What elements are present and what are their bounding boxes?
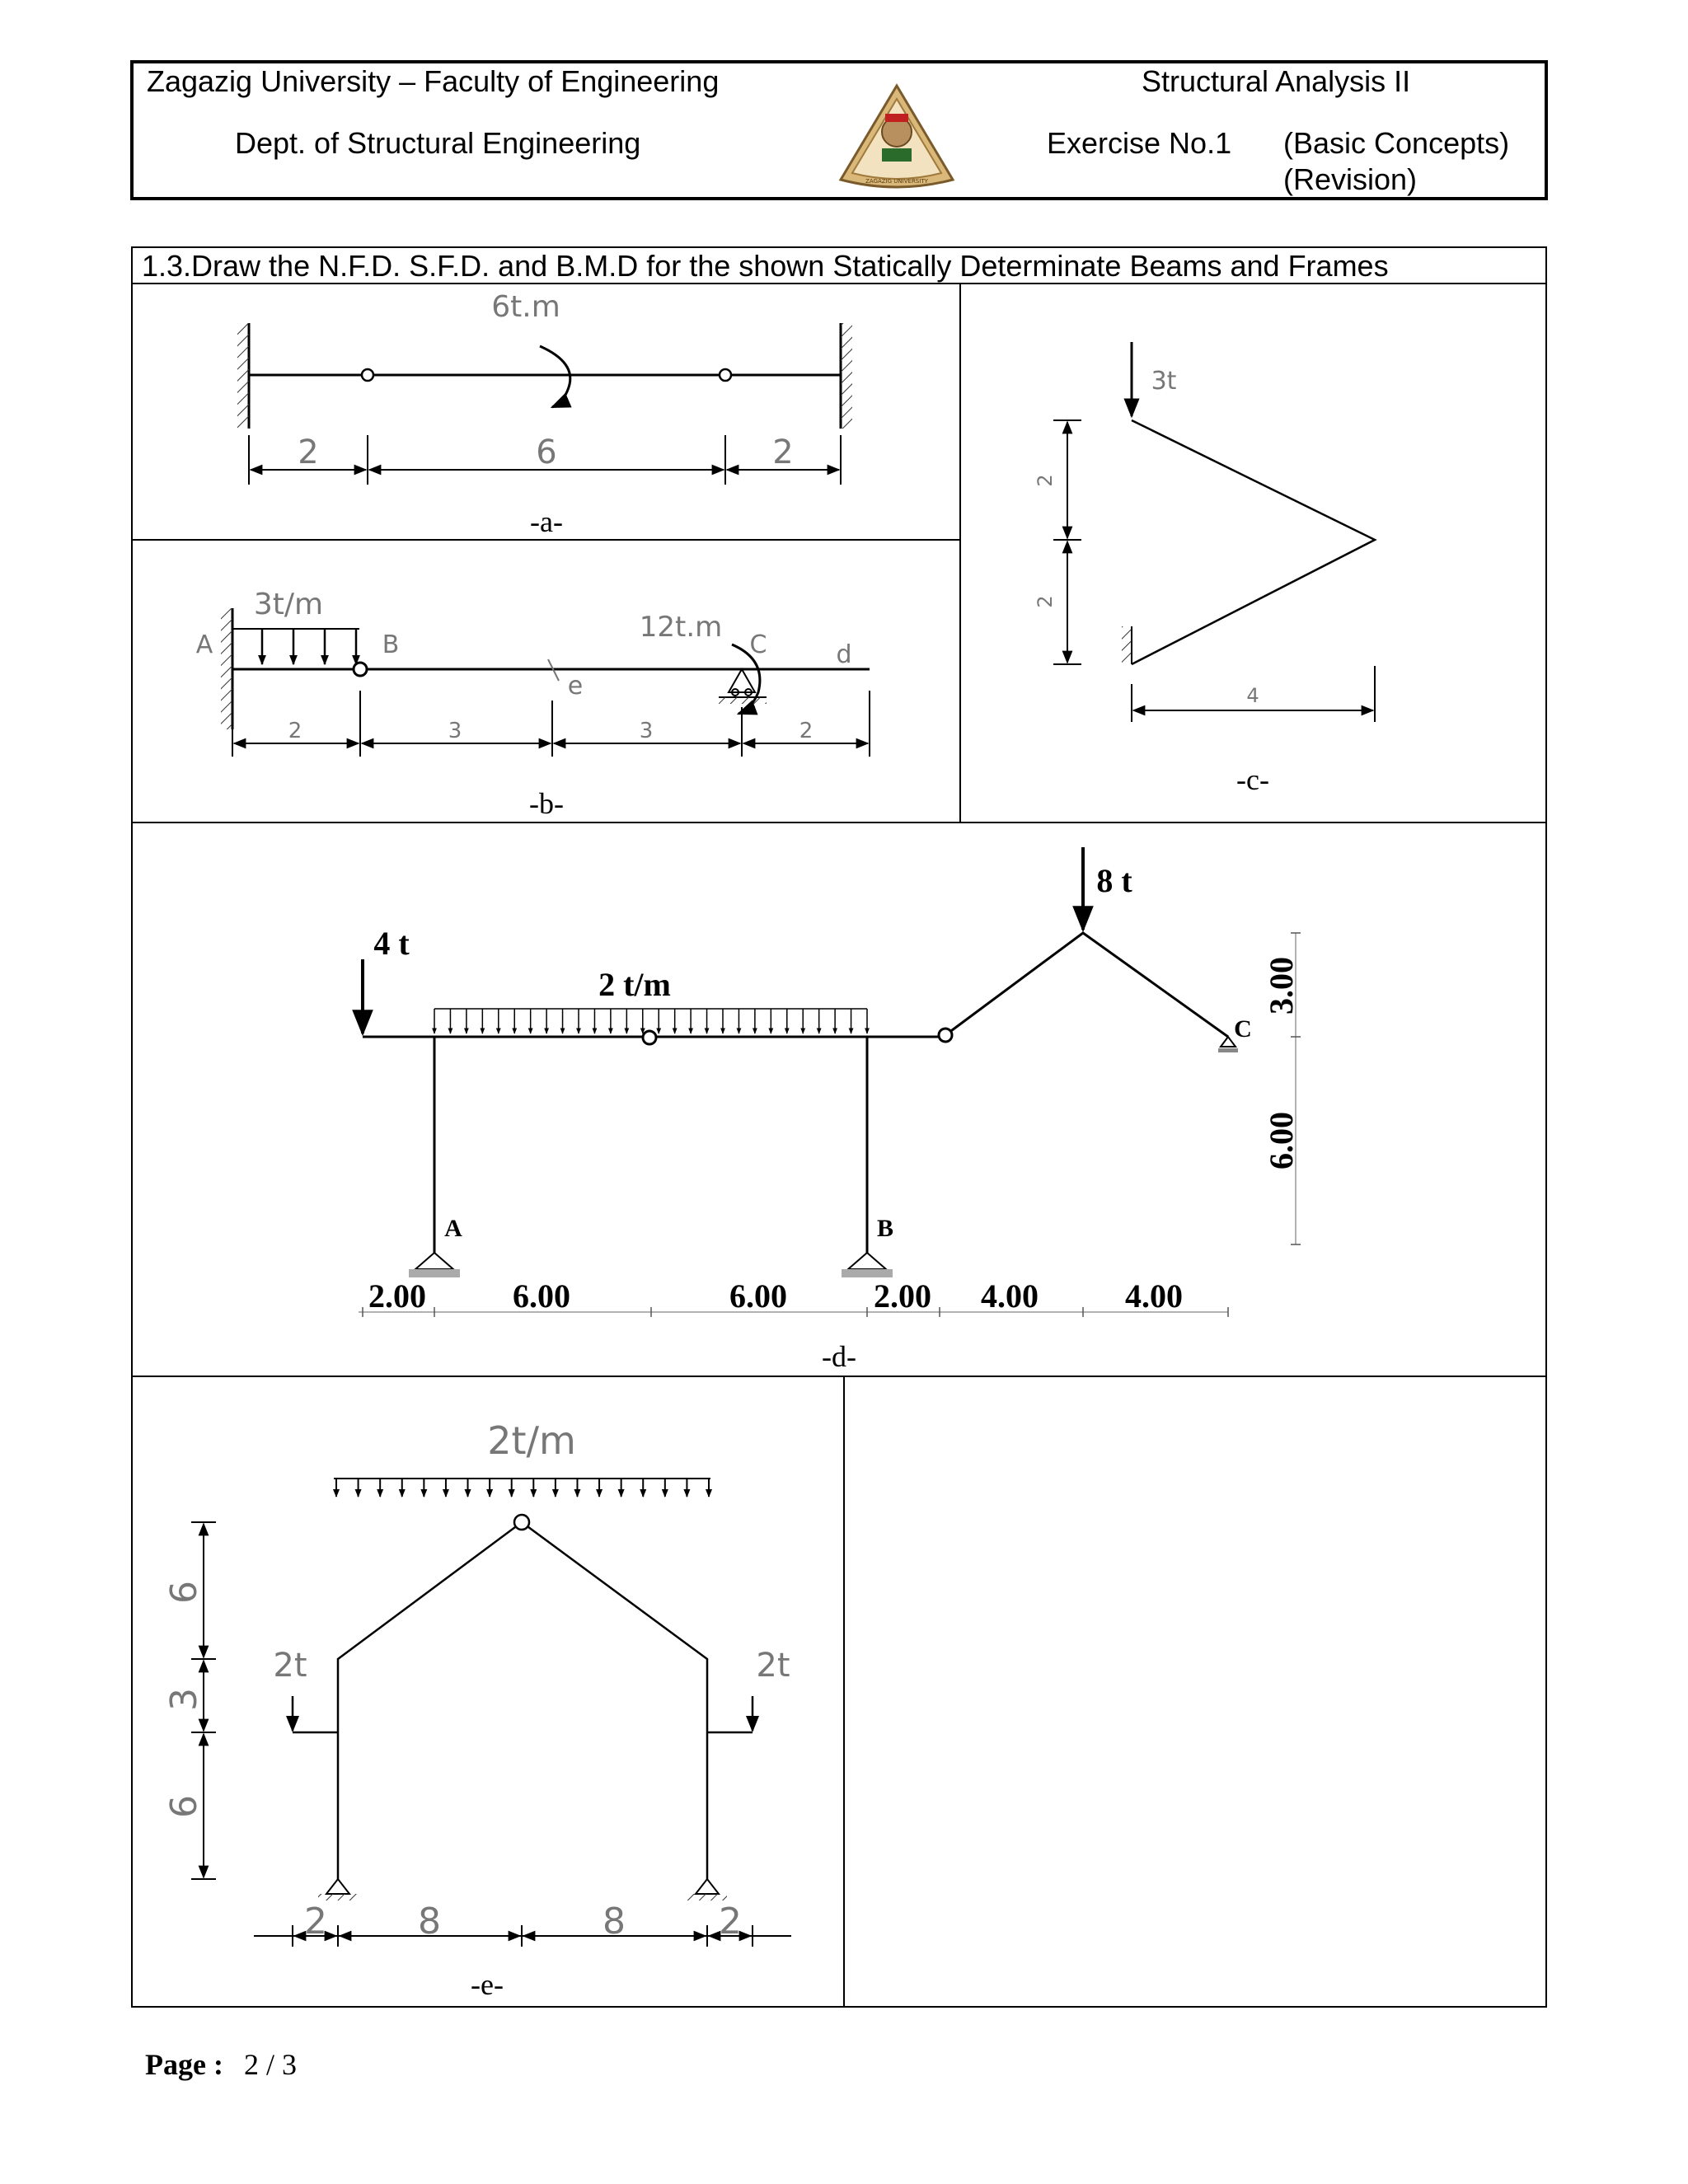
caption-b: -b- xyxy=(529,787,564,820)
dim-c-v2: 2 xyxy=(1034,595,1057,608)
fixed-support-c xyxy=(1122,626,1132,664)
point-a-label-d: A xyxy=(444,1215,462,1242)
dim-c-h: 4 xyxy=(1246,684,1259,707)
roller-support-c xyxy=(729,669,755,692)
university-name: Zagazig University – Faculty of Engineering xyxy=(147,64,720,98)
figure-c xyxy=(1034,342,1375,796)
exercise-number: Exercise No.1 xyxy=(1047,126,1232,160)
dim-a-1: 2 xyxy=(298,434,319,471)
pin-support-a xyxy=(415,1253,453,1269)
dim-b-2: 3 xyxy=(448,719,462,743)
load-label-e-left: 2t xyxy=(273,1647,307,1685)
point-b-label-d: B xyxy=(876,1215,894,1242)
point-d-label: d xyxy=(836,640,852,669)
load-label-c: 3t xyxy=(1151,367,1177,396)
figure-b xyxy=(196,588,870,820)
hinge-1 xyxy=(362,369,373,381)
point-a-label: A xyxy=(195,630,213,659)
caption-d: -d- xyxy=(822,1340,856,1373)
hinge-2 xyxy=(720,369,731,381)
pin-support-e-right xyxy=(696,1879,719,1894)
exercise-topic: (Basic Concepts) xyxy=(1283,126,1510,160)
dim-e-h3: 8 xyxy=(603,1900,626,1943)
page-label: Page : xyxy=(145,2048,223,2081)
point-c-label: C xyxy=(749,630,767,659)
dim-e-h1: 2 xyxy=(304,1900,327,1943)
udl-arrows-d xyxy=(434,1009,867,1033)
dim-a-3: 2 xyxy=(772,434,794,471)
fixed-support-left xyxy=(237,323,249,429)
dim-d-4: 2.00 xyxy=(874,1277,931,1315)
question-title: 1.3.Draw the N.F.D. S.F.D. and B.M.D for the shown Statically Determinate Beams and Frames xyxy=(142,249,1389,283)
dim-d-v1: 3.00 xyxy=(1263,957,1300,1015)
udl-label-e: 2t/m xyxy=(487,1418,576,1463)
dim-d-5: 4.00 xyxy=(981,1277,1039,1315)
figure-d xyxy=(359,847,1301,1373)
dim-e-v1: 6 xyxy=(163,1581,205,1604)
figure-e xyxy=(163,1418,791,2001)
dim-e-h2: 8 xyxy=(418,1900,441,1943)
dim-b-3: 3 xyxy=(639,719,654,743)
question-grid xyxy=(132,247,1546,2007)
dim-e-h4: 2 xyxy=(719,1900,742,1943)
dim-b-1: 2 xyxy=(288,719,302,743)
moment-label-a: 6t.m xyxy=(491,290,560,324)
hinge-b xyxy=(354,663,367,676)
revision-label: (Revision) xyxy=(1283,162,1418,196)
university-logo xyxy=(841,86,953,187)
dim-d-1: 2.00 xyxy=(368,1277,426,1315)
hinge-d-2 xyxy=(939,1029,952,1042)
point-b-label: B xyxy=(382,630,400,659)
dim-d-3: 6.00 xyxy=(729,1277,787,1315)
udl-arrows-e xyxy=(336,1479,709,1497)
udl-label-d: 2 t/m xyxy=(598,966,671,1003)
fixed-support-a xyxy=(221,608,232,729)
caption-a: -a- xyxy=(530,505,563,538)
fixed-support-right xyxy=(841,323,852,429)
caption-c: -c- xyxy=(1236,763,1269,796)
moment-arrow-a xyxy=(540,346,570,407)
hinge-d-1 xyxy=(643,1031,656,1044)
dim-d-6: 4.00 xyxy=(1125,1277,1183,1315)
dim-b-4: 2 xyxy=(799,719,814,743)
frame-c xyxy=(1132,420,1375,664)
load-label-4t: 4 t xyxy=(373,925,410,962)
inclined-members-d xyxy=(945,933,1228,1037)
header-box xyxy=(132,62,1546,199)
udl-label-b: 3t/m xyxy=(253,588,324,621)
load-label-8t: 8 t xyxy=(1096,862,1132,899)
dim-a-2: 6 xyxy=(536,434,557,471)
moment-label-b: 12t.m xyxy=(639,611,723,644)
figure-a xyxy=(237,290,852,538)
dim-c-v1: 2 xyxy=(1034,474,1057,487)
dim-d-v2: 6.00 xyxy=(1263,1112,1300,1169)
dim-e-v2: 3 xyxy=(163,1688,205,1711)
page-number: 2 / 3 xyxy=(244,2048,298,2081)
course-name: Structural Analysis II xyxy=(1142,64,1411,98)
crown-hinge-e xyxy=(514,1515,529,1530)
pin-support-b xyxy=(848,1253,886,1269)
point-e-label: e xyxy=(567,672,584,701)
load-label-e-right: 2t xyxy=(756,1647,790,1685)
pin-support-e-left xyxy=(326,1879,349,1894)
dim-e-v3: 6 xyxy=(163,1795,205,1818)
gable-frame-e xyxy=(338,1522,707,1879)
dim-d-2: 6.00 xyxy=(513,1277,570,1315)
svg-text:ZAGAZIG UNIVERSITY: ZAGAZIG UNIVERSITY xyxy=(865,178,928,185)
caption-e: -e- xyxy=(471,1968,504,2001)
department-name: Dept. of Structural Engineering xyxy=(235,126,641,160)
point-c-label-d: C xyxy=(1234,1015,1252,1043)
